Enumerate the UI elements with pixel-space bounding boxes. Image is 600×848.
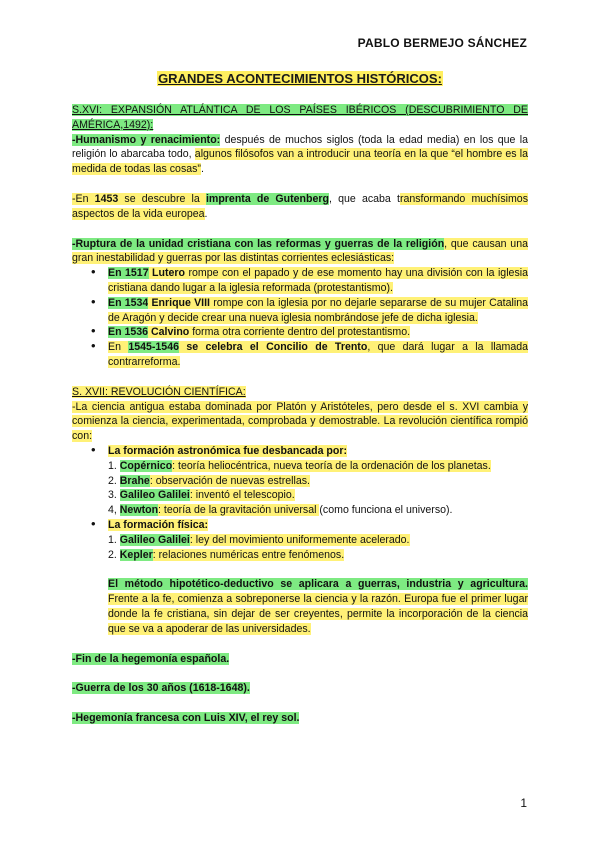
sublist-item <box>72 459 528 474</box>
item-number: 4, <box>108 504 120 517</box>
spacer <box>72 177 528 192</box>
item-number: 2. <box>108 548 120 561</box>
name-galileo: Galileo Galilei <box>119 489 190 502</box>
list-item-astronomy <box>72 444 528 459</box>
document-title-text: GRANDES ACONTECIMIENTOS HISTÓRICOS: <box>158 71 442 86</box>
list-text: En <box>108 267 126 280</box>
item-number: 2. <box>108 474 120 487</box>
list-text: En <box>108 341 129 354</box>
name-copernico: Copérnico <box>119 459 173 472</box>
year-1536: En 1536 <box>108 326 149 339</box>
document-body <box>72 103 528 726</box>
section-heading-text: S. XVII: REVOLUCIÓN CIENTÍFICA: <box>72 385 246 398</box>
highlight-text: ransformando muchísimos aspectos de la vida europea <box>72 192 528 220</box>
section-heading-s16 <box>72 103 528 133</box>
name-newton: Newton <box>119 504 159 517</box>
highlight-text: , que causan una gran inestabilidad y guerras por las distintas corrientes eclesiásticas: <box>72 237 528 265</box>
list-item <box>72 266 528 296</box>
physics-label: La formación física: <box>108 518 209 531</box>
event-fin-hegemonia: -Fin de la hegemonía española. <box>72 652 230 665</box>
term-imprenta: imprenta de Gutenberg <box>205 192 329 205</box>
term-ruptura: -Ruptura de la unidad cristiana con las reformas y guerras de la religión <box>72 237 445 250</box>
name-galileo: Galileo Galilei <box>119 533 190 546</box>
sublist-text: : teoría heliocéntrica, nueva teoría de la ordenación de los planetas. <box>172 459 491 472</box>
paragraph-guerra-30 <box>72 681 528 696</box>
astronomy-label: La formación astronómica fue desbancada por: <box>108 444 348 457</box>
highlight-text: algunos filósofos van a introducir una teoría en la que “el hombre es la medida de todas las cosas” <box>72 148 529 176</box>
spacer <box>72 666 528 681</box>
sublist-text: : relaciones numéricas entre fenómenos. <box>152 548 345 561</box>
year-1545-1546: 1545-1546 <box>128 341 179 354</box>
paragraph-text: . <box>200 163 204 176</box>
page-number: 1 <box>520 796 527 810</box>
item-number: 1. <box>108 459 120 472</box>
sublist-text: : teoría de la gravitación universal <box>158 504 320 517</box>
science-list-physics <box>72 518 528 533</box>
list-text: forma otra corriente dentro del protestantismo. <box>189 326 411 339</box>
name-lutero: Lutero <box>148 267 186 280</box>
paragraph-humanismo <box>72 133 528 177</box>
list-item-physics <box>72 518 528 533</box>
spacer <box>72 696 528 711</box>
sublist-item <box>72 548 528 563</box>
term-metodo: El método hipotético-deductivo se aplicara a guerras, industria y agricultura. <box>108 578 528 591</box>
astronomy-sublist <box>72 459 528 518</box>
term-concilio-trento: se celebra el Concilio de Trento <box>178 341 368 354</box>
section-heading-text: S.XVI: EXPANSIÓN ATLÁNTICA DE LOS PAÍSES IBÉRICOS (DESCUBRIMIENTO DE AMÉRICA,1492): <box>72 104 528 131</box>
list-text: , que dará lugar a la llamada contrarreforma. <box>108 341 529 368</box>
sublist-text: : inventó el telescopio. <box>189 489 295 502</box>
name-brahe: Brahe <box>119 474 150 487</box>
spacer <box>72 562 528 577</box>
science-list <box>72 444 528 459</box>
document-title <box>0 71 600 86</box>
paragraph-ruptura <box>72 237 528 267</box>
year-1517: 1517 <box>125 267 149 280</box>
sublist-text: (como funciona el universo). <box>319 504 453 517</box>
paragraph-text: se descubre la <box>118 192 206 205</box>
item-number: 3. <box>108 489 120 502</box>
sublist-text: : ley del movimiento uniformemente acelerado. <box>189 533 410 546</box>
sublist-item <box>72 474 528 489</box>
name-calvino: Calvino <box>148 326 190 339</box>
spacer <box>72 637 528 652</box>
name-enrique-viii: Enrique VIII <box>148 296 211 309</box>
event-hegemonia-francesa: -Hegemonía francesa con Luis XIV, el rey sol. <box>72 712 300 725</box>
list-text: rompe con el papado y de ese momento hay una división con la iglesia cristiana dando lugar a la iglesia reformada (protestantismo). <box>108 267 528 294</box>
highlight-text: -La ciencia antigua estaba dominada por Platón y Aristóteles, pero desde el s. XVI cambia y comienza la ciencia, experimentada, comprobada y demostrable. La revolución científica rompió con: <box>72 400 528 443</box>
paragraph-text: después de muchos siglos (toda la edad media) en los que la religión lo abarcaba todo, <box>72 133 528 161</box>
paragraph-metodo <box>72 577 528 636</box>
year-1453: 1453 <box>94 192 119 205</box>
highlight-text: Frente a la fe, comienza a sobreponerse la ciencia y la razón. Europa fue el primer lugar donde la fe cristiana, sin dejar de ser creyentes, permite la incorporación de la ciencia que se va a apoderar de las universidades. <box>108 593 528 635</box>
event-guerra-30-anos: -Guerra de los 30 años (1618-1648). <box>72 682 250 695</box>
term-humanismo: -Humanismo y renacimiento: <box>72 133 221 146</box>
list-item <box>72 340 528 370</box>
sublist-item <box>72 533 528 548</box>
section-heading-s17 <box>72 385 528 400</box>
list-item <box>72 296 528 326</box>
paragraph-fin-hegemonia <box>72 652 528 667</box>
author-name: PABLO BERMEJO SÁNCHEZ <box>357 36 527 50</box>
paragraph-imprenta <box>72 192 528 222</box>
paragraph-text: -En <box>72 192 95 205</box>
paragraph-ciencia <box>72 400 528 444</box>
paragraph-hegemonia-francesa <box>72 711 528 726</box>
list-item <box>72 325 528 340</box>
sublist-item <box>72 503 528 518</box>
paragraph-text: , que acaba t <box>328 192 400 205</box>
sublist-item <box>72 488 528 503</box>
physics-sublist <box>72 533 528 563</box>
reform-list <box>72 266 528 370</box>
item-number: 1. <box>108 533 120 546</box>
list-text: rompe con la iglesia por no dejarle separarse de su mujer Catalina de Aragón y decide crear una nueva iglesia nombrándose jefe de dicha iglesia. <box>108 296 528 324</box>
spacer <box>72 370 528 385</box>
sublist-text: : observación de nuevas estrellas. <box>149 474 310 487</box>
name-kepler: Kepler <box>119 548 153 561</box>
year-1534: En 1534 <box>108 296 149 309</box>
paragraph-text: . <box>204 207 208 220</box>
spacer <box>72 222 528 237</box>
